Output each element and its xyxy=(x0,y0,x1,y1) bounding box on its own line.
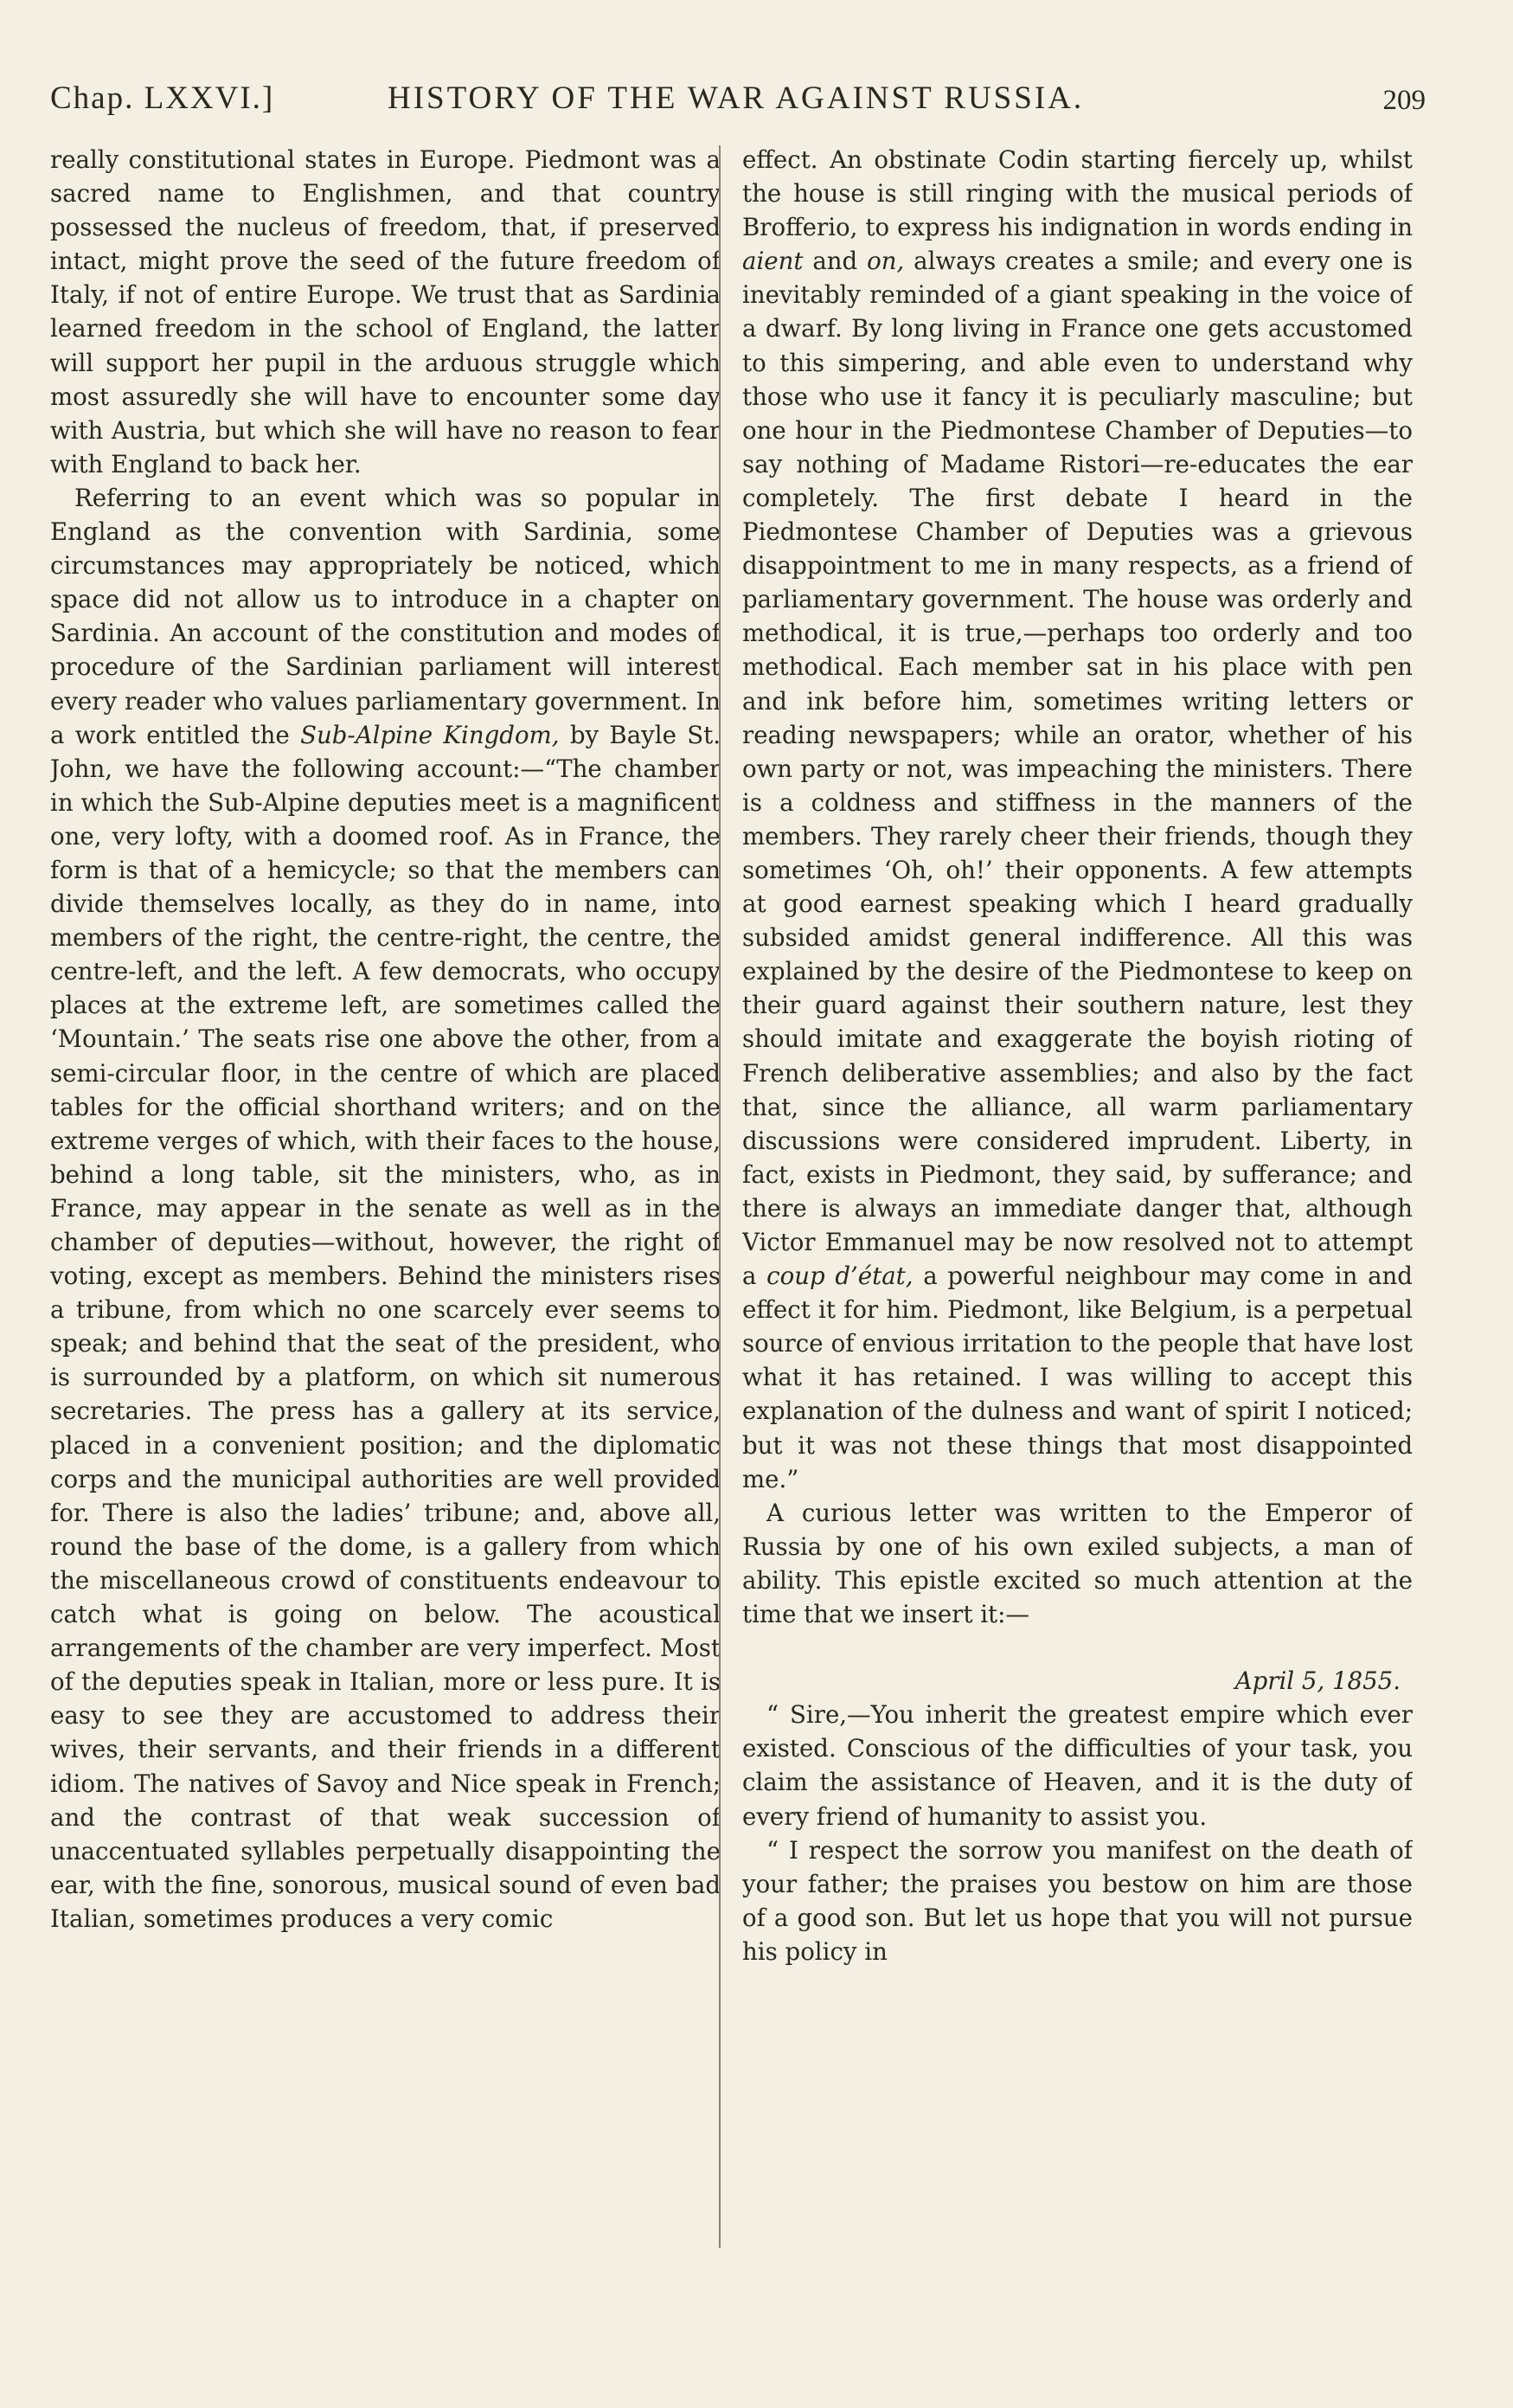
text-run: Referring to an event which was so popular in England as the convention with Sardinia, some circumstances may appropriately be noticed, which space did not allow us to introduce in a chapter on Sardinia. An account of the constitution and modes of procedure of the Sardinian parliament will interest every reader who values parliamentary government. In a work entitled the xyxy=(50,483,721,749)
paragraph: A curious letter was written to the Emperor of Russia by one of his own exiled subjects, a man of ability. This epistle excited so much attention at the time that we insert it:— xyxy=(742,1498,1413,1629)
paragraph: really constitutional states in Europe. Piedmont was a sacred name to Englishmen, and that country possessed the nucleus of freedom, that, if preserved intact, might prove the seed of the future freedom of Italy, if not of entire Europe. We trust that as Sardinia learned freedom in the school of England, the latter will support her pupil in the arduous struggle which most assuredly she will have to encounter some day with Austria, but which she will have no reason to fear with England to back her. xyxy=(50,145,721,478)
running-title: HISTORY OF THE WAR AGAINST RUSSIA. xyxy=(388,80,1085,116)
paragraph: “ I respect the sorrow you manifest on the death of your father; the praises you bestow on him are those of a good son. But let us hope that you will not pursue his policy in xyxy=(742,1835,1413,1966)
text-run: effect. An obstinate Codin starting fiercely up, whilst the house is still ringing with the musical periods of Brofferio, to express his indignation in words ending in xyxy=(742,145,1413,242)
italic-word: on, xyxy=(867,247,905,276)
italic-word: aient xyxy=(742,247,804,276)
left-column xyxy=(50,143,721,2280)
chapter-label: Chap. LXXVI.] xyxy=(50,80,275,116)
page-number: 209 xyxy=(1382,85,1426,116)
text-run: always creates a smile; and every one is inevitably reminded of a giant speaking in the voice of a dwarf. By long living in France one gets accustomed to this simpering, and able even to understand why those who use it fancy it is peculiarly masculine; but one hour in the Piedmontese Chamber of Deputies—to say nothing of Madame Ristori—re-educates the ear completely. The first debate I heard in the Piedmontese Chamber of Deputies was a grievous disappointment to me in many respects, as a friend of parliamentary government. The house was orderly and methodical, it is true,—perhaps too orderly and too methodical. Each member sat in his place with pen and ink before him, sometimes writing letters or reading newspapers; while an orator, whether of his own party or not, was impeaching the ministers. There is a coldness and stiffness in the manners of the members. They rarely cheer their friends, though they sometimes ‘Oh, oh!’ their opponents. A few attempts at good earnest speaking which I heard gradually subsided amidst general indifference. All this was explained by the desire of the Piedmontese to keep on their guard against their southern nature, lest they should imitate and exaggerate the boyish rioting of French deliberative assemblies; and also by the fact that, since the alliance, all warm parliamentary discussions were considered imprudent. Liberty, in fact, exists in Piedmont, they said, by sufferance; and there is always an immediate danger that, although Victor Emmanuel may be now resolved not to attempt a xyxy=(742,247,1413,1291)
italic-phrase: coup d’état, xyxy=(766,1262,914,1291)
book-title-italic: Sub-Alpine Kingdom, xyxy=(300,720,560,749)
text-run: a powerful neighbour may come in and effect it for him. Piedmont, like Belgium, is a perpetual source of envious irritation to the people that have lost what it has retained. I was willing to accept this explanation of the dulness and want of spirit I noticed; but it was not these things that most disappointed me.” xyxy=(742,1262,1413,1493)
paragraph xyxy=(742,143,1413,1496)
column-divider xyxy=(719,145,721,2248)
running-header xyxy=(50,80,1426,132)
paragraph: “ Sire,—You inherit the greatest empire which ever existed. Conscious of the difficulties of your task, you claim the assistance of Heaven, and it is the duty of every friend of humanity to assist you. xyxy=(742,1700,1413,1831)
right-column xyxy=(742,143,1413,2280)
text-run: by Bayle St. John, we have the following account:—“The chamber in which the Sub-Alpine deputies meet is a magnificent one, very lofty, with a doomed roof. As in France, the form is that of a hemicycle; so that the members can divide themselves locally, as they do in name, into members of the right, the centre-right, the centre, the centre-left, and the left. A few democrats, who occupy places at the extreme left, are sometimes called the ‘Mountain.’ The seats rise one above the other, from a semi-circular floor, in the centre of which are placed tables for the official shorthand writers; and on the extreme verges of which, with their faces to the house, behind a long table, sit the ministers, who, as in France, may appear in the senate as well as in the chamber of deputies—without, however, the right of voting, except as members. Behind the ministers rises a tribune, from which no one scarcely ever seems to speak; and behind that the seat of the president, who is surrounded by a platform, on which sit numerous secretaries. The press has a gallery at its service, placed in a convenient position; and the diplomatic corps and the municipal authorities are well provided for. There is also the ladies’ tribune; and, above all, round the base of the dome, is a gallery from which the miscellaneous crowd of constituents endeavour to catch what is going on below. The acoustical arrangements of the chamber are very imperfect. Most of the deputies speak in Italian, more or less pure. It is easy to see they are accustomed to address their wives, their servants, and their friends in a different idiom. The natives of Savoy and Nice speak in French; and the contrast of that weak succession of unaccentuated syllables perpetually disappointing the ear, with the fine, sonorous, musical sound of even bad Italian, sometimes produces a very comic xyxy=(50,720,721,1933)
paragraph xyxy=(50,481,721,1936)
text-run: and xyxy=(803,247,868,276)
letter-dateline: April 5, 1855. xyxy=(1234,1666,1401,1696)
